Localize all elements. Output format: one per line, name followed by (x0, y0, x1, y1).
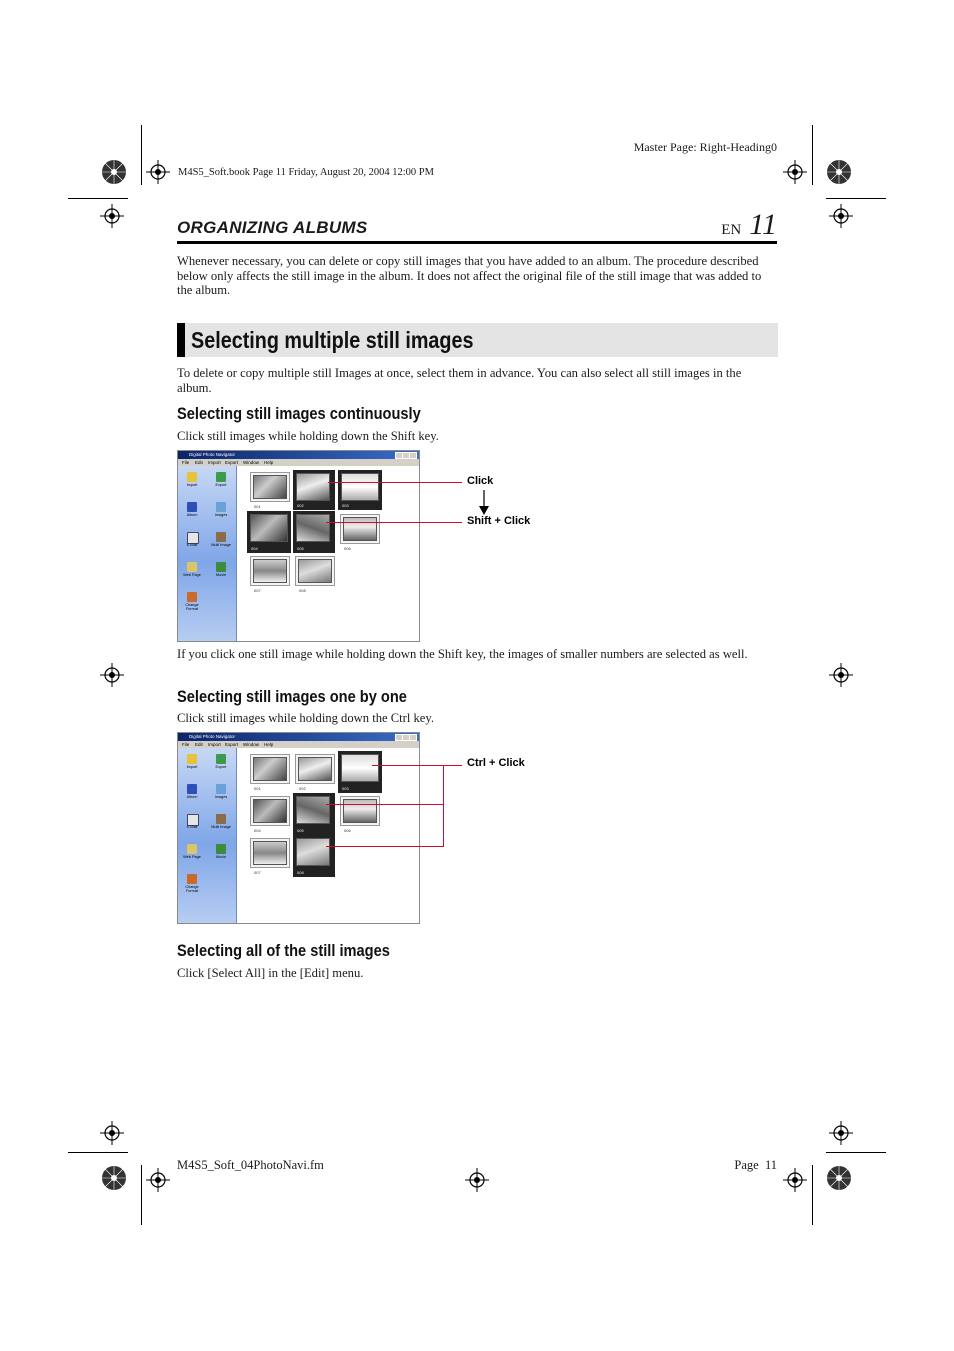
thumbnail-006[interactable]: 006 (340, 796, 380, 826)
sub2-instruction: Click still images while holding down the Ctrl key. (177, 711, 434, 725)
sidebar-web-page: Web Page (183, 573, 201, 577)
page-header-number (721, 208, 777, 242)
thumbnail-area (237, 748, 419, 923)
sub3-title: Selecting all of the still images (177, 941, 390, 960)
export-icon[interactable] (216, 472, 226, 482)
registration-mark-icon (146, 1168, 170, 1192)
export-icon[interactable] (216, 754, 226, 764)
thumbnail-004[interactable]: 004 (250, 796, 290, 826)
movie-icon[interactable] (216, 844, 226, 854)
sidebar-multi-image: Multi Image (211, 543, 231, 547)
callout-ctrl-click: Ctrl + Click (467, 757, 525, 769)
close-button[interactable] (409, 734, 417, 741)
registration-mark-icon (100, 204, 124, 228)
app-window-1 (177, 450, 420, 642)
movie-icon[interactable] (216, 562, 226, 572)
section-heading-title: Selecting multiple still images (191, 327, 474, 353)
sidebar-email: E-Mail (186, 543, 198, 547)
sidebar-export: Export (215, 765, 227, 769)
album-icon[interactable] (187, 784, 197, 794)
multi-image-icon[interactable] (216, 532, 226, 542)
menu-bar (178, 459, 419, 466)
thumbnail-area (237, 466, 419, 641)
change-format-icon[interactable] (187, 874, 197, 884)
master-page-label: Master Page: Right-Heading0 (633, 140, 777, 154)
registration-mark-icon (100, 1121, 124, 1145)
import-icon[interactable] (187, 754, 197, 764)
book-info: M4S5_Soft.book Page 11 Friday, August 20, 2004 12:00 PM (178, 167, 434, 178)
page-number: 11 (749, 208, 777, 241)
sub1-note: If you click one still image while holding down the Shift key, the images of smaller numbers are selected as well. (177, 647, 748, 661)
callout-line-shift-click (326, 522, 462, 523)
menu-edit[interactable]: Edit (195, 460, 203, 465)
sub1-instruction: Click still images while holding down the Shift key. (177, 429, 439, 443)
thumbnail-008[interactable]: 008 (293, 835, 335, 877)
sidebar-email: E-Mail (186, 825, 198, 829)
album-icon[interactable] (187, 502, 197, 512)
section-heading-bar (177, 323, 185, 357)
section-lead: To delete or copy multiple still Images at once, select them in advance. You can also select all still images in the album. (177, 366, 742, 395)
thumbnail-005[interactable]: 005 (293, 793, 335, 835)
menu-import[interactable]: Import (208, 742, 221, 747)
section-title: ORGANIZING ALBUMS (177, 218, 368, 237)
callout-line-click (328, 482, 462, 483)
sidebar-web-page: Web Page (183, 855, 201, 859)
sidebar-album: Album (186, 513, 198, 517)
sidebar-multi-image: Multi Image (211, 825, 231, 829)
thumbnail-002[interactable]: 002 (293, 470, 335, 510)
change-format-icon[interactable] (187, 592, 197, 602)
menu-help[interactable]: Help (264, 742, 274, 747)
close-button[interactable] (409, 452, 417, 459)
registration-mark-icon (783, 160, 807, 184)
thumbnail-003[interactable]: 003 (338, 470, 382, 510)
sub1-title: Selecting still images continuously (177, 404, 421, 423)
callout-line-ctrl-2 (326, 804, 444, 805)
thumbnail-003[interactable]: 003 (338, 751, 382, 793)
footer-page: Page 11 (734, 1158, 777, 1172)
color-bar-burst-icon (101, 159, 127, 185)
callout-line-ctrl-vertical (443, 765, 444, 847)
menu-import[interactable]: Import (208, 460, 221, 465)
sidebar-import: Import (186, 765, 198, 769)
menu-file[interactable]: File (182, 460, 190, 465)
menu-file[interactable]: File (182, 742, 190, 747)
sidebar-album: Album (186, 795, 198, 799)
color-bar-burst-icon (101, 1165, 127, 1191)
menu-window[interactable]: Window (243, 742, 260, 747)
thumbnail-004[interactable]: 004 (247, 511, 291, 553)
sub3-instruction: Click [Select All] in the [Edit] menu. (177, 966, 364, 980)
menu-edit[interactable]: Edit (195, 742, 203, 747)
lang-label: EN (721, 222, 742, 238)
sidebar-movie: Movie (215, 573, 227, 577)
thumbnail-006[interactable]: 006 (340, 514, 380, 544)
web-page-icon[interactable] (187, 844, 197, 854)
import-icon[interactable] (187, 472, 197, 482)
window-title: Digital Photo Navigator (189, 734, 236, 739)
callout-shift-click: Shift + Click (467, 515, 531, 527)
menu-help[interactable]: Help (264, 460, 274, 465)
thumbnail-002[interactable]: 002 (295, 754, 335, 784)
registration-mark-icon (829, 204, 853, 228)
thumbnail-008[interactable]: 008 (295, 556, 335, 586)
sidebar-images: Images (214, 513, 228, 517)
registration-mark-icon (829, 1121, 853, 1145)
sidebar-images: Images (214, 795, 228, 799)
callout-click: Click (467, 475, 494, 487)
app-window-2 (177, 732, 420, 924)
registration-mark-icon (100, 663, 124, 687)
callout-line-ctrl-3 (326, 846, 444, 847)
menu-bar (178, 741, 419, 748)
color-bar-burst-icon (826, 159, 852, 185)
sidebar (178, 466, 237, 641)
header-rule (177, 241, 777, 244)
sub2-title: Selecting still images one by one (177, 687, 407, 706)
thumbnail-007[interactable]: 007 (250, 556, 290, 586)
images-icon[interactable] (216, 502, 226, 512)
arrow-down-icon (478, 490, 490, 516)
thumbnail-001[interactable]: 001 (250, 472, 290, 502)
thumbnail-005[interactable]: 005 (293, 511, 335, 553)
menu-export[interactable]: Export (225, 460, 239, 465)
images-icon[interactable] (216, 784, 226, 794)
multi-image-icon[interactable] (216, 814, 226, 824)
color-bar-burst-icon (826, 1165, 852, 1191)
sidebar-export: Export (215, 483, 227, 487)
registration-mark-icon (465, 1168, 489, 1192)
menu-export[interactable]: Export (225, 742, 239, 747)
sidebar (178, 748, 237, 923)
sidebar-change-format: Change Format (185, 885, 199, 893)
registration-mark-icon (829, 663, 853, 687)
footer-filename: M4S5_Soft_04PhotoNavi.fm (177, 1158, 324, 1172)
sidebar-import: Import (186, 483, 198, 487)
section-heading-band (177, 323, 778, 357)
menu-window[interactable]: Window (243, 460, 260, 465)
web-page-icon[interactable] (187, 562, 197, 572)
registration-mark-icon (146, 160, 170, 184)
intro-paragraph: Whenever necessary, you can delete or copy still images that you have added to an album. The procedure described below only affects the still image in the album. It does not affect the original file of the still image that was added to the album. (177, 254, 762, 297)
sidebar-movie: Movie (215, 855, 227, 859)
thumbnail-007[interactable]: 007 (250, 838, 290, 868)
callout-line-ctrl-1 (372, 765, 462, 766)
registration-mark-icon (783, 1168, 807, 1192)
window-title: Digital Photo Navigator (189, 452, 236, 457)
thumbnail-001[interactable]: 001 (250, 754, 290, 784)
sidebar-change-format: Change Format (185, 603, 199, 611)
